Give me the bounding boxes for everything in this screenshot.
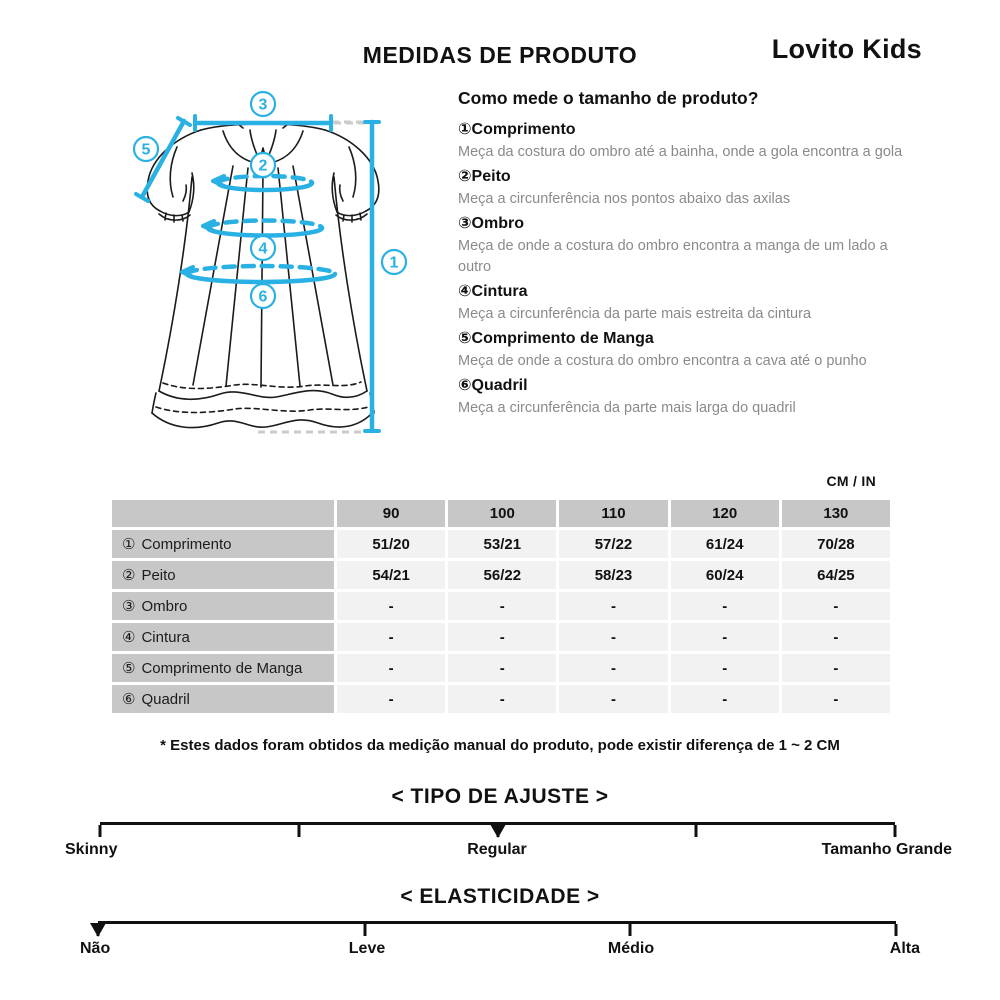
elasticity-label-leve: Leve (348, 940, 386, 957)
table-value: 61/24 (671, 530, 779, 558)
guide-item-desc: Meça a circunferência da parte mais larga do quadril (458, 400, 796, 416)
table-value: 56/22 (448, 561, 556, 589)
row-label-text: Ombro (141, 597, 188, 615)
guide-item (458, 119, 910, 163)
table-value: - (559, 623, 667, 651)
row-label (112, 654, 334, 682)
elasticity-scale-title: < ELASTICIDADE > (400, 885, 600, 908)
table-value: - (671, 592, 779, 620)
row-label-text: Cintura (141, 628, 190, 646)
table-value: - (782, 685, 890, 713)
row-label-text: Comprimento de Manga (141, 659, 303, 677)
row-label (112, 685, 334, 713)
elasticity-label-alta: Alta (889, 940, 920, 957)
guide-item (458, 281, 910, 325)
table-value: 51/20 (337, 530, 445, 558)
scale-tick (629, 924, 632, 936)
elasticity-scale-marker (90, 923, 106, 937)
guide-item-name: Comprimento (471, 121, 576, 138)
table-value: - (337, 592, 445, 620)
size-column-header: 130 (782, 500, 890, 527)
table-value: 70/28 (782, 530, 890, 558)
unit-label: CM / IN (826, 473, 876, 489)
elasticity-label-medio: Médio (607, 940, 655, 957)
row-label-text: Comprimento (141, 535, 232, 553)
circled-number: ④ (458, 283, 472, 300)
fit-label-regular: Regular (467, 841, 527, 858)
size-column-header: 90 (337, 500, 445, 527)
table-value: - (448, 685, 556, 713)
circled-number: ⑤ (122, 660, 136, 677)
circled-number: ① (122, 536, 136, 553)
guide-item-title (458, 166, 910, 188)
row-label (112, 530, 334, 558)
guide-item-name: Peito (471, 168, 511, 185)
fit-scale-marker (490, 824, 506, 838)
circled-number: ③ (122, 598, 136, 615)
table-value: 58/23 (559, 561, 667, 589)
row-label (112, 623, 334, 651)
scale-tick (895, 924, 898, 936)
fit-label-skinny: Skinny (65, 841, 118, 858)
badge-waist: 4 (258, 240, 268, 258)
table-value: 54/21 (337, 561, 445, 589)
badge-chest: 2 (258, 157, 268, 175)
circled-number: ① (458, 121, 472, 138)
table-value: - (559, 685, 667, 713)
table-value: - (448, 654, 556, 682)
table-value: - (448, 592, 556, 620)
table-value: - (337, 654, 445, 682)
brand-logo: Lovito Kids (771, 34, 922, 64)
fit-scale-title: < TIPO DE AJUSTE > (391, 785, 609, 808)
circled-number: ② (122, 567, 136, 584)
table-value: - (671, 654, 779, 682)
table-value: 53/21 (448, 530, 556, 558)
elasticity-scale-labels (0, 940, 1000, 962)
guide-item (458, 328, 910, 372)
circled-number: ⑥ (458, 377, 472, 394)
measure-guide (458, 88, 910, 422)
scale-tick (99, 825, 102, 837)
table-value: 60/24 (671, 561, 779, 589)
table-value: - (559, 592, 667, 620)
guide-item-title (458, 281, 910, 303)
measurement-note: * Estes dados foram obtidos da medição manual do produto, pode existir diferença de 1 ~ 2 CM (160, 737, 840, 754)
circled-number: ④ (122, 629, 136, 646)
row-label-text: Peito (141, 566, 176, 584)
row-label-text: Quadril (141, 690, 190, 708)
guide-item-title (458, 375, 910, 397)
scale-tick (894, 825, 897, 837)
badge-shoulder: 3 (258, 96, 268, 114)
length-measure (365, 122, 379, 431)
shoulder-measure (195, 116, 331, 130)
guide-heading: Como mede o tamanho de produto? (458, 88, 759, 108)
guide-item-name: Ombro (471, 215, 524, 232)
scale-tick (695, 825, 698, 837)
table-value: - (448, 623, 556, 651)
table-value: 64/25 (782, 561, 890, 589)
badge-sleeve: 5 (141, 141, 151, 159)
fit-scale (100, 822, 895, 839)
circled-number: ⑥ (122, 691, 136, 708)
table-value: - (782, 623, 890, 651)
guide-item-desc: Meça da costura do ombro até a bainha, onde a gola encontra a gola (458, 144, 903, 160)
guide-item-title (458, 328, 910, 350)
table-value: - (559, 654, 667, 682)
guide-item (458, 166, 910, 210)
elasticity-label-nao: Não (80, 940, 111, 957)
fit-label-tamanho-grande: Tamanho Grande (821, 841, 952, 858)
table-value: - (671, 685, 779, 713)
table-value: - (337, 623, 445, 651)
guide-item (458, 375, 910, 419)
table-value: - (671, 623, 779, 651)
circled-number: ② (458, 168, 472, 185)
table-value: - (337, 685, 445, 713)
table-value: 57/22 (559, 530, 667, 558)
dress-measurement-diagram (80, 85, 420, 465)
fit-scale-labels (0, 841, 1000, 863)
guide-item-desc: Meça de onde a costura do ombro encontra a cava até o punho (458, 353, 867, 369)
row-label (112, 592, 334, 620)
guide-item-desc: Meça a circunferência da parte mais estreita da cintura (458, 306, 812, 322)
guide-item-title (458, 119, 910, 141)
row-label (112, 561, 334, 589)
guide-item-name: Quadril (471, 377, 528, 394)
table-value: - (782, 654, 890, 682)
scale-tick (297, 825, 300, 837)
guide-item-desc: Meça a circunferência nos pontos abaixo das axilas (458, 191, 791, 207)
badge-hip: 6 (258, 288, 268, 306)
guide-item-title (458, 213, 910, 235)
guide-item (458, 213, 910, 278)
table-value: - (782, 592, 890, 620)
size-column-header: 110 (559, 500, 667, 527)
guide-item-name: Cintura (471, 283, 528, 300)
scale-tick (363, 924, 366, 936)
table-corner-cell (112, 500, 334, 527)
circled-number: ⑤ (458, 330, 472, 347)
guide-item-name: Comprimento de Manga (471, 330, 654, 347)
size-column-header: 120 (671, 500, 779, 527)
guide-item-desc: Meça de onde a costura do ombro encontra a manga de um lado a outro (458, 238, 888, 275)
size-table (112, 500, 890, 713)
circled-number: ③ (458, 215, 472, 232)
size-column-header: 100 (448, 500, 556, 527)
elasticity-scale (98, 921, 896, 938)
badge-length: 1 (389, 254, 399, 272)
page-title: MEDIDAS DE PRODUTO (362, 42, 638, 68)
